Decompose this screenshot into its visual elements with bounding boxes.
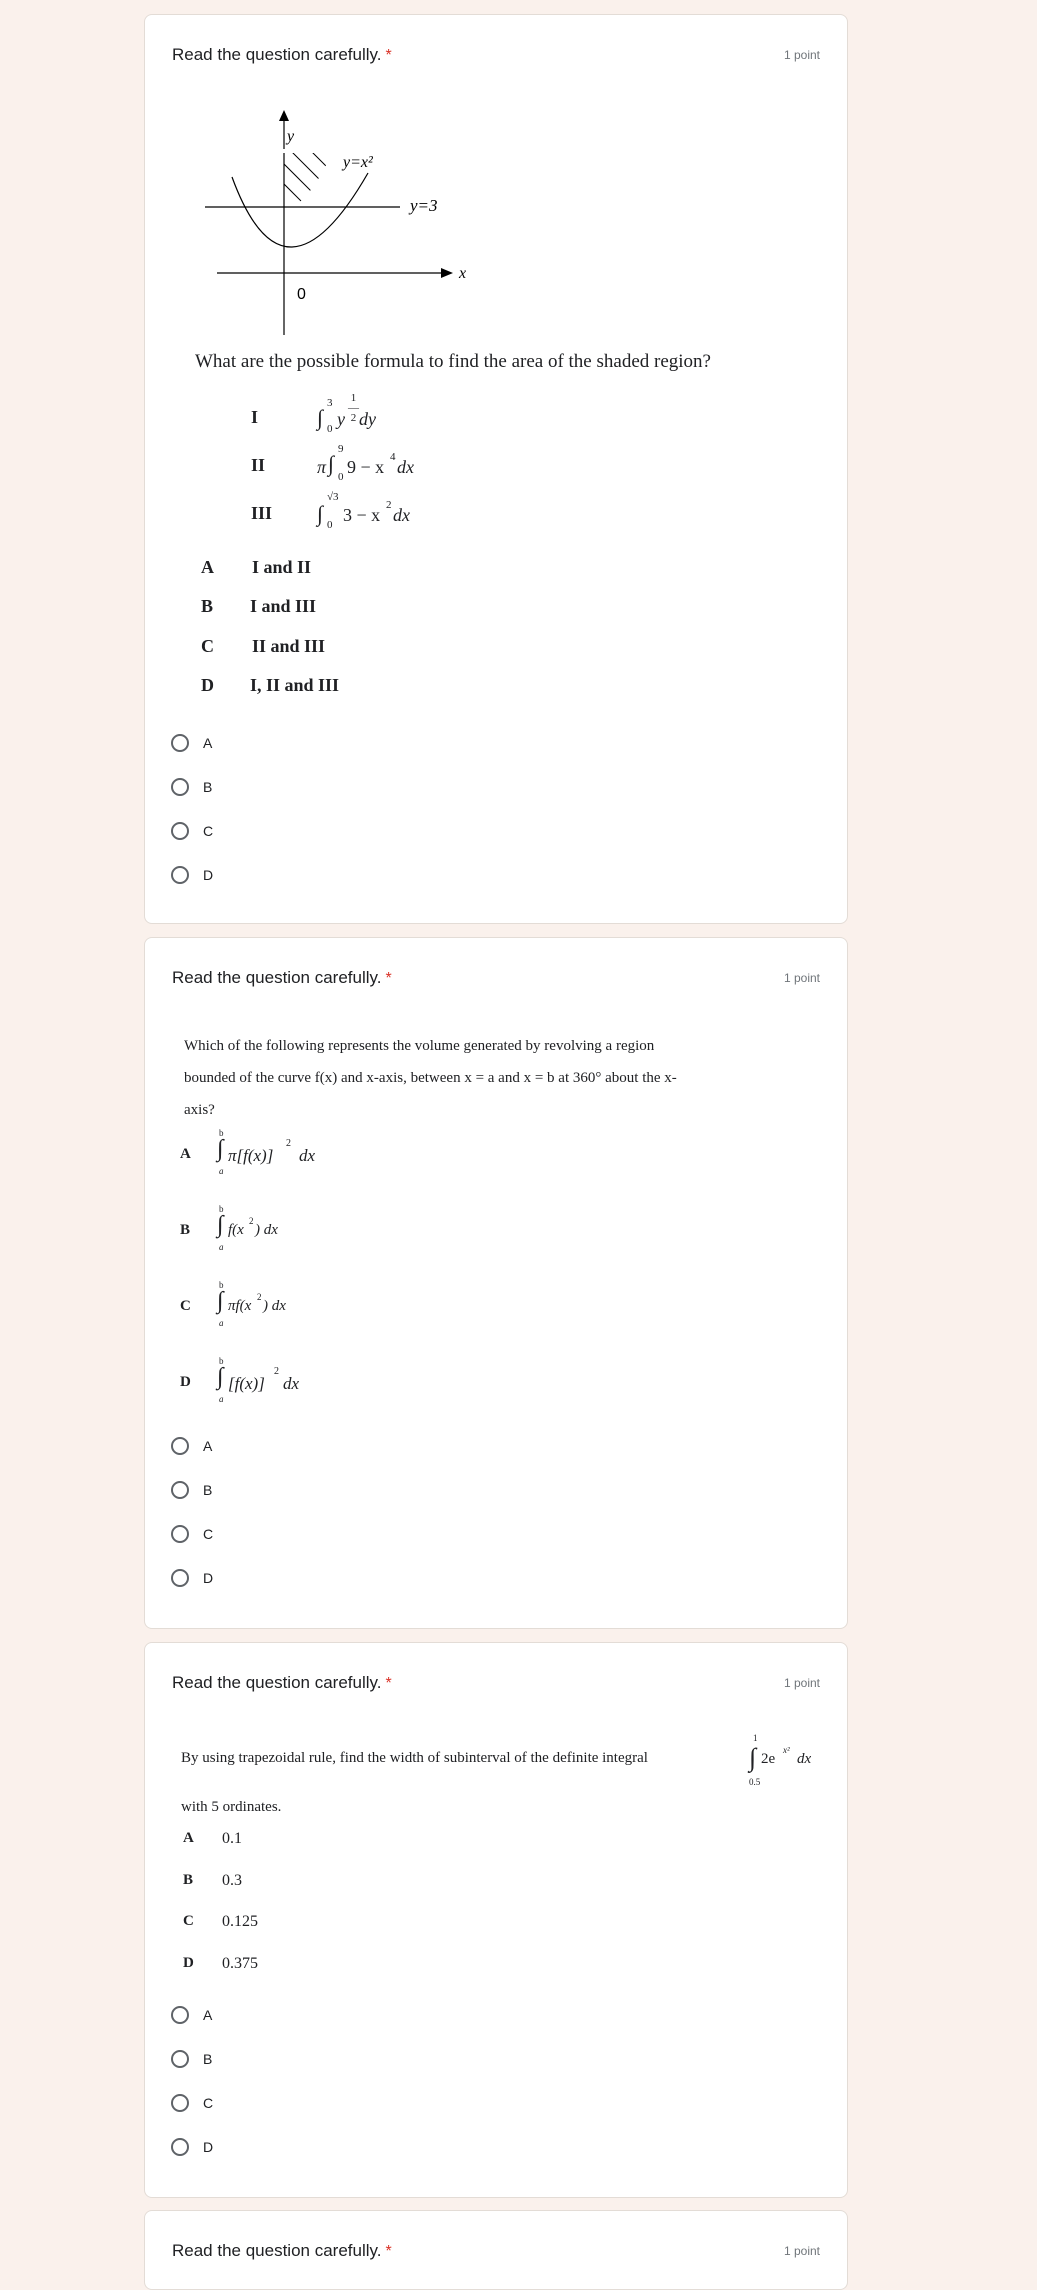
y-axis-label: y <box>287 128 295 145</box>
question-header <box>172 1673 820 1695</box>
radio-circle-icon[interactable] <box>171 2094 189 2112</box>
points-label: 1 point <box>783 2244 820 2258</box>
required-asterisk: * <box>385 1675 392 1692</box>
choice-letter: A <box>201 557 214 577</box>
statement-numeral: III <box>251 503 273 523</box>
parabola-graph <box>205 105 475 345</box>
choice-text: I and II <box>252 557 312 577</box>
integral-upper: 1 <box>753 1733 758 1743</box>
radio-label: B <box>203 1482 213 1498</box>
integral-exponent: x² <box>783 1745 790 1755</box>
radio-circle-icon[interactable] <box>171 822 189 840</box>
choice-letter: B <box>180 1222 191 1238</box>
radio-option-c[interactable] <box>171 1522 213 1546</box>
question-title: Read the question carefully. <box>172 2241 382 2260</box>
radio-label: A <box>203 1438 213 1454</box>
origin-label: 0 <box>297 286 306 303</box>
statement-formula: ∫ 3 0 y 1 — 2 dy <box>317 392 376 435</box>
question-header <box>172 2241 820 2263</box>
radio-label: C <box>203 823 214 839</box>
choice-letter: B <box>183 1872 194 1888</box>
line-label: y=3 <box>410 196 438 215</box>
radio-circle-icon[interactable] <box>171 2006 189 2024</box>
radio-circle-icon[interactable] <box>171 2050 189 2068</box>
choice-text: I and III <box>250 596 317 616</box>
radio-option-c[interactable] <box>171 2091 213 2115</box>
radio-option-b[interactable] <box>171 775 212 799</box>
integrand: 2e <box>761 1751 776 1767</box>
definite-integral: 1 ∫ 0.5 2e x² dx <box>749 1733 812 1787</box>
choice-letter: C <box>201 636 214 656</box>
x-axis-label: x <box>459 265 467 282</box>
radio-label: A <box>203 735 213 751</box>
points-label: 1 point <box>783 1676 820 1690</box>
choice-letter: C <box>183 1913 194 1929</box>
required-asterisk: * <box>385 970 392 987</box>
question-card-2 <box>144 937 848 1629</box>
integral-differential: dx <box>797 1751 812 1767</box>
radio-label: C <box>203 2095 214 2111</box>
question-prompt <box>184 1030 804 1126</box>
question-prompt: What are the possible formula to find the area of the shaded region? <box>195 351 711 372</box>
choice-letter: A <box>180 1146 191 1162</box>
radio-option-a[interactable] <box>171 731 212 755</box>
choice-letter: A <box>183 1830 194 1846</box>
radio-circle-icon[interactable] <box>171 866 189 884</box>
radio-circle-icon[interactable] <box>171 1569 189 1587</box>
choice-letter: C <box>180 1298 191 1314</box>
radio-option-d[interactable] <box>171 1566 213 1590</box>
statement-numeral: I <box>251 407 259 427</box>
radio-circle-icon[interactable] <box>171 1437 189 1455</box>
prompt-line: axis? <box>184 1102 215 1118</box>
statement-formula: ∫ √3 0 3 − x 2 dx <box>317 491 410 531</box>
curve-label: y=x² <box>343 154 373 171</box>
choice-formula: b ∫ a f(x 2 ) dx <box>217 1204 278 1252</box>
radio-label: D <box>203 1570 214 1586</box>
points-label: 1 point <box>783 971 820 985</box>
choice-text: I, II and III <box>250 675 340 695</box>
choice-text: 0.3 <box>222 1872 242 1889</box>
points-label: 1 point <box>783 48 820 62</box>
radio-option-d[interactable] <box>171 2135 213 2159</box>
choice-letter: D <box>201 675 214 695</box>
radio-option-b[interactable] <box>171 1478 212 1502</box>
question-card-4 <box>144 2210 848 2290</box>
question-prompt-end: with 5 ordinates. <box>181 1799 282 1815</box>
choice-formula: b ∫ a π[f(x)] 2 dx <box>217 1128 316 1176</box>
choice-letter: B <box>201 596 214 616</box>
radio-circle-icon[interactable] <box>171 778 189 796</box>
choice-formula: b ∫ a [f(x)] 2 dx <box>217 1356 300 1404</box>
radio-option-a[interactable] <box>171 2003 212 2027</box>
radio-label: B <box>203 779 213 795</box>
statement-numeral: II <box>251 455 266 475</box>
question-title: Read the question carefully. <box>172 968 382 987</box>
question-title: Read the question carefully. <box>172 45 382 64</box>
choice-text: 0.375 <box>222 1955 258 1972</box>
radio-circle-icon[interactable] <box>171 2138 189 2156</box>
question-prompt: By using trapezoidal rule, find the width of subinterval of the definite integral <box>181 1750 648 1766</box>
required-asterisk: * <box>385 47 392 64</box>
question-header <box>172 968 820 990</box>
choice-formula: b ∫ a πf(x 2 ) dx <box>217 1280 286 1328</box>
question-card-1 <box>144 14 848 924</box>
choice-text: 0.1 <box>222 1830 242 1847</box>
radio-option-a[interactable] <box>171 1434 212 1458</box>
statement-formula: π ∫ 9 0 9 − x 4 dx <box>317 443 414 483</box>
radio-label: A <box>203 2007 213 2023</box>
radio-label: C <box>203 1526 214 1542</box>
choice-letter: D <box>180 1374 191 1390</box>
radio-label: D <box>203 2139 214 2155</box>
prompt-line: bounded of the curve f(x) and x-axis, between x = a and x = b at 360° about the x- <box>184 1070 677 1086</box>
radio-label: D <box>203 867 214 883</box>
choice-text: 0.125 <box>222 1913 258 1930</box>
question-header <box>172 45 820 67</box>
choice-letter: D <box>183 1955 194 1971</box>
question-title: Read the question carefully. <box>172 1673 382 1692</box>
prompt-line: Which of the following represents the volume generated by revolving a region <box>184 1038 655 1054</box>
required-asterisk: * <box>385 2243 392 2260</box>
radio-circle-icon[interactable] <box>171 734 189 752</box>
choice-text: II and III <box>252 636 326 656</box>
radio-circle-icon[interactable] <box>171 1481 189 1499</box>
integral-lower: 0.5 <box>749 1777 761 1787</box>
radio-circle-icon[interactable] <box>171 1525 189 1543</box>
parabola-curve <box>232 173 368 247</box>
radio-option-d[interactable] <box>171 863 213 887</box>
radio-label: B <box>203 2051 213 2067</box>
question-card-3 <box>144 1642 848 2198</box>
radio-option-c[interactable] <box>171 819 213 843</box>
radio-option-b[interactable] <box>171 2047 212 2071</box>
